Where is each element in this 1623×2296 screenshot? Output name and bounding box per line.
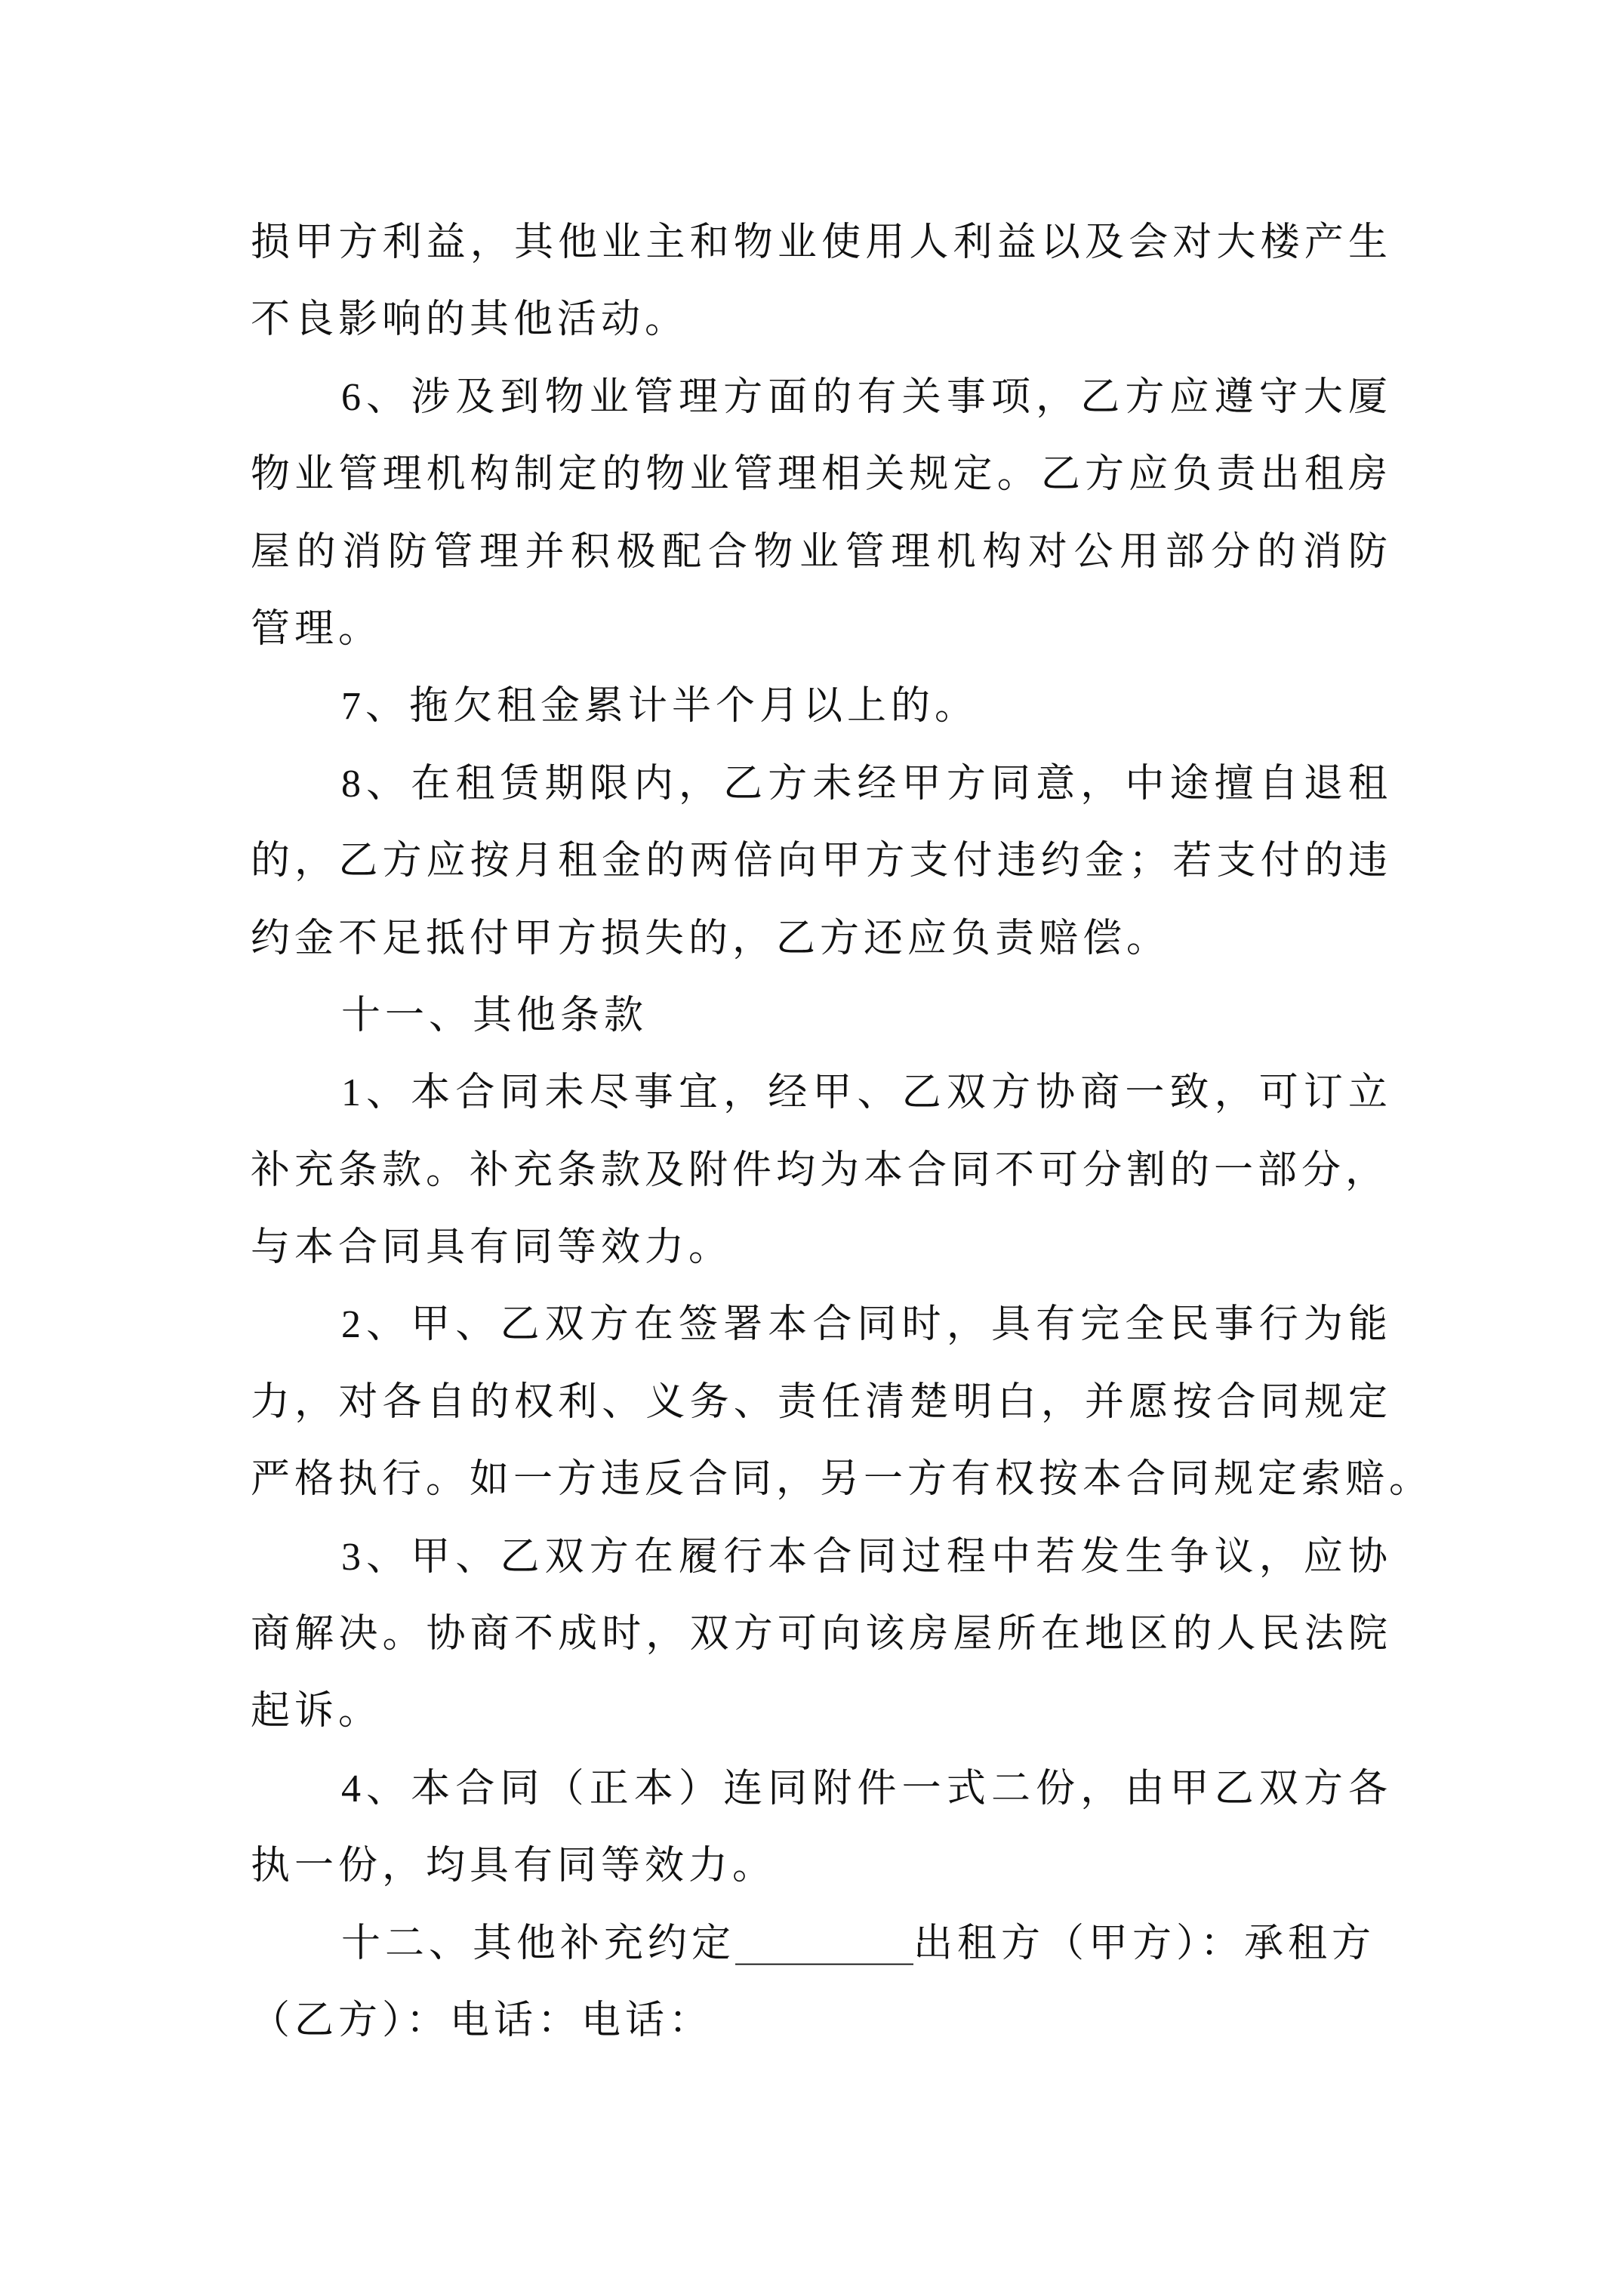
text-line: 约金不足抵付甲方损失的，乙方还应负责赔偿。 bbox=[251, 917, 1171, 960]
text-line: 物业管理机构制定的物业管理相关规定。乙方应负责出租房 bbox=[251, 453, 1392, 497]
paragraph bbox=[251, 1055, 1392, 1287]
text-line: 补充条款。补充条款及附件均为本合同不可分割的一部分， bbox=[251, 1148, 1390, 1192]
text-line: 屋的消防管理并积极配合物业管理机构对公用部分的消防 bbox=[251, 530, 1392, 574]
text-line: 严格执行。如一方违反合同，另一方有权按本合同规定索赔。 bbox=[251, 1458, 1434, 1502]
text-line: 执一份，均具有同等效力。 bbox=[251, 1845, 777, 1888]
paragraph bbox=[251, 746, 1392, 978]
fill-in-blank: ________ bbox=[735, 1922, 914, 1965]
document-page bbox=[251, 205, 1434, 2060]
text-line: 7、拖欠租金累计半个月以上的。 bbox=[341, 685, 979, 729]
text-line: 4、本合同（正本）连同附件一式二份，由甲乙双方各 bbox=[341, 1767, 1392, 1811]
clause-label: 十二、其他补充约定 bbox=[341, 1922, 736, 1965]
text-line: 商解决。协商不成时，双方可向该房屋所在地区的人民法院 bbox=[251, 1613, 1392, 1657]
text-line: 不良影响的其他活动。 bbox=[251, 298, 689, 342]
signature-block bbox=[251, 1906, 1392, 2060]
text-line: 力，对各自的权利、义务、责任清楚明白，并愿按合同规定 bbox=[251, 1380, 1392, 1424]
text-line: 1、本合同未尽事宜，经甲、乙双方协商一致，可订立 bbox=[341, 1071, 1392, 1115]
paragraph bbox=[251, 1287, 1434, 1518]
text-line: 管理。 bbox=[251, 607, 383, 651]
text-line: 起诉。 bbox=[251, 1690, 383, 1734]
text-line: 8、在租赁期限内，乙方未经甲方同意，中途擅自退租 bbox=[341, 762, 1392, 806]
paragraph bbox=[251, 668, 1392, 745]
text-line: 十一、其他条款 bbox=[341, 994, 648, 1037]
party-labels: 出租方（甲方）：承租方 bbox=[913, 1922, 1376, 1965]
paragraph bbox=[251, 359, 1392, 669]
section-heading bbox=[251, 978, 1392, 1055]
text-line bbox=[251, 1906, 1392, 1983]
paragraph bbox=[251, 1751, 1392, 1906]
text-line: 与本合同具有同等效力。 bbox=[251, 1226, 733, 1270]
text-line: （乙方）：电话：电话： bbox=[251, 1999, 713, 2042]
text-line: 3、甲、乙双方在履行本合同过程中若发生争议，应协 bbox=[341, 1535, 1392, 1579]
paragraph bbox=[251, 205, 1392, 359]
text-line: 2、甲、乙双方在签署本合同时，具有完全民事行为能 bbox=[341, 1303, 1392, 1347]
text-line: 损甲方利益，其他业主和物业使用人利益以及会对大楼产生 bbox=[251, 221, 1392, 264]
text-line: 的，乙方应按月租金的两倍向甲方支付违约金；若支付的违 bbox=[251, 840, 1392, 883]
paragraph bbox=[251, 1519, 1392, 1751]
text-line: 6、涉及到物业管理方面的有关事项，乙方应遵守大厦 bbox=[341, 375, 1392, 419]
